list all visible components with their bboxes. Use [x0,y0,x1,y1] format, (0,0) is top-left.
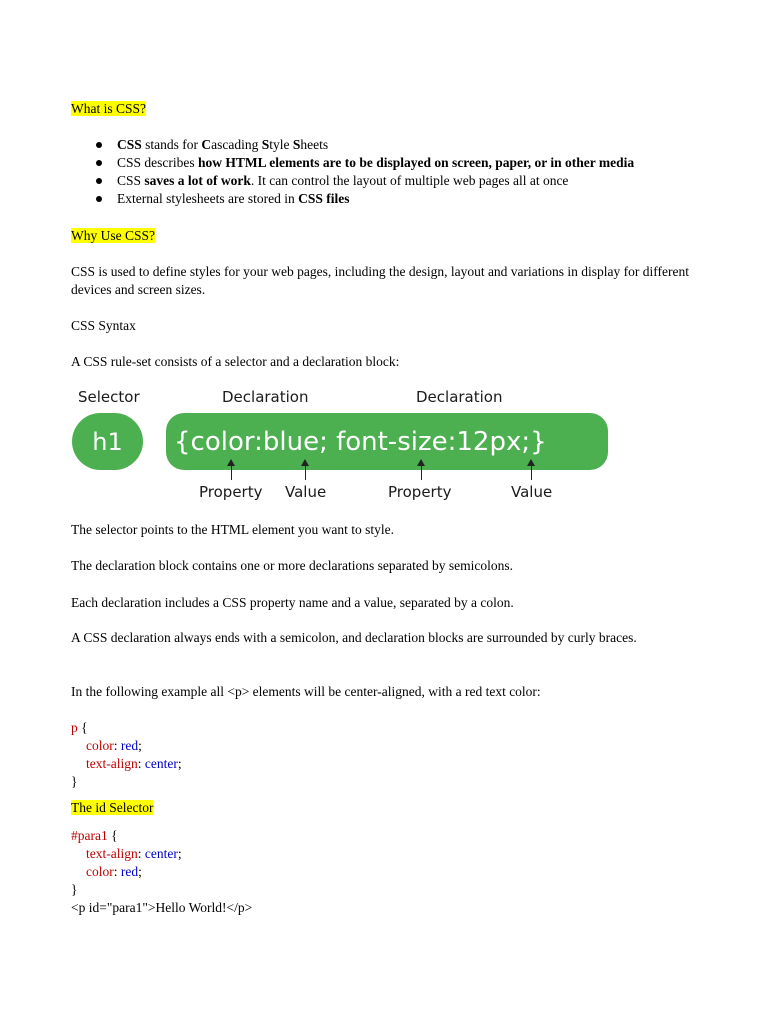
code-value: center [144,756,178,771]
declaration-label-1: Declaration [222,388,309,406]
value-label-1: Value [285,483,327,501]
document-page: What is CSS? CSS stands for Cascading Style Sheets CSS describes how HTML elements are to be displayed on screen, paper, or in other media CSS saves a lot of work. It can control the layout of multiple web pages all at once External stylesheets are stored in CSS files Why Use CSS? CSS is used to define styles for your web pages, including the design, layout and variations in display for different devices and screen sizes. CSS Syntax A CSS rule-set consists of a selector and a declaration block: Selector Declaration Declaration h1 {color:blue; font-size:12px;} Property Value Property Value The selector points to the HTML element you want to style. The declaration block contains one or more declarations separated by semicolons. Each declaration includes a CSS property name and a value, separated by a colon. A CSS declaration always ends with a semicolon, and declaration blocks are surrounded by curly braces. In the following example all <p> elements will be center-aligned, with a red text color: p { color: red; text-align: center; } The id Selector #para1 { text-align: center; color: red; } <p id="para1">Hello World!</p> [0,0,768,1024]
code-property: text-align [86,846,138,861]
declaration-block-paragraph: The declaration block contains one or more declarations separated by semicolons. [71,558,513,573]
bullet-item: CSS saves a lot of work. It can control the layout of multiple web pages all at once [71,172,634,190]
declaration-label-2: Declaration [416,388,503,406]
code-selector: #para1 [71,828,108,843]
property-label-2: Property [388,483,452,501]
property-label-1: Property [199,483,263,501]
selector-label: Selector [78,388,140,406]
code-value: red [120,738,139,753]
code-property: text-align [86,756,138,771]
each-declaration-paragraph: Each declaration includes a CSS property name and a value, separated by a colon. [71,595,514,610]
selector-pill: h1 [72,413,143,470]
code-selector: p [71,720,78,735]
code-property: color [86,738,114,753]
bullet-item: CSS describes how HTML elements are to be displayed on screen, paper, or in other media [71,154,634,172]
code-value: center [144,846,178,861]
code-value: red [120,864,139,879]
bullet-item: CSS stands for Cascading Style Sheets [71,136,634,154]
heading-what-is-css: What is CSS? [71,101,147,116]
arrow-property-2 [421,461,422,480]
arrow-value-1 [305,461,306,480]
code-property: color [86,864,114,879]
css-syntax-diagram [68,384,628,504]
css-definition-list [71,136,634,208]
value-label-2: Value [511,483,553,501]
following-example-paragraph: In the following example all <p> elements will be center-aligned, with a red text color: [71,684,541,699]
ruleset-paragraph: A CSS rule-set consists of a selector and a declaration block: [71,354,400,369]
why-use-css-paragraph: CSS is used to define styles for your web pages, including the design, layout and variations in display for different devices and screen sizes. [71,264,690,297]
declaration-block-pill: {color:blue; font-size:12px;} [166,413,608,470]
arrow-value-2 [531,461,532,480]
bullet-item: External stylesheets are stored in CSS files [71,190,634,208]
heading-id-selector: The id Selector [71,800,154,815]
arrow-property-1 [231,461,232,480]
selector-points-paragraph: The selector points to the HTML element you want to style. [71,522,395,537]
heading-why-use-css: Why Use CSS? [71,228,155,243]
heading-css-syntax: CSS Syntax [71,318,136,333]
always-ends-paragraph: A CSS declaration always ends with a semicolon, and declaration blocks are surrounded by curly braces. [71,630,637,645]
html-example-line: <p id="para1">Hello World!</p> [71,900,253,915]
